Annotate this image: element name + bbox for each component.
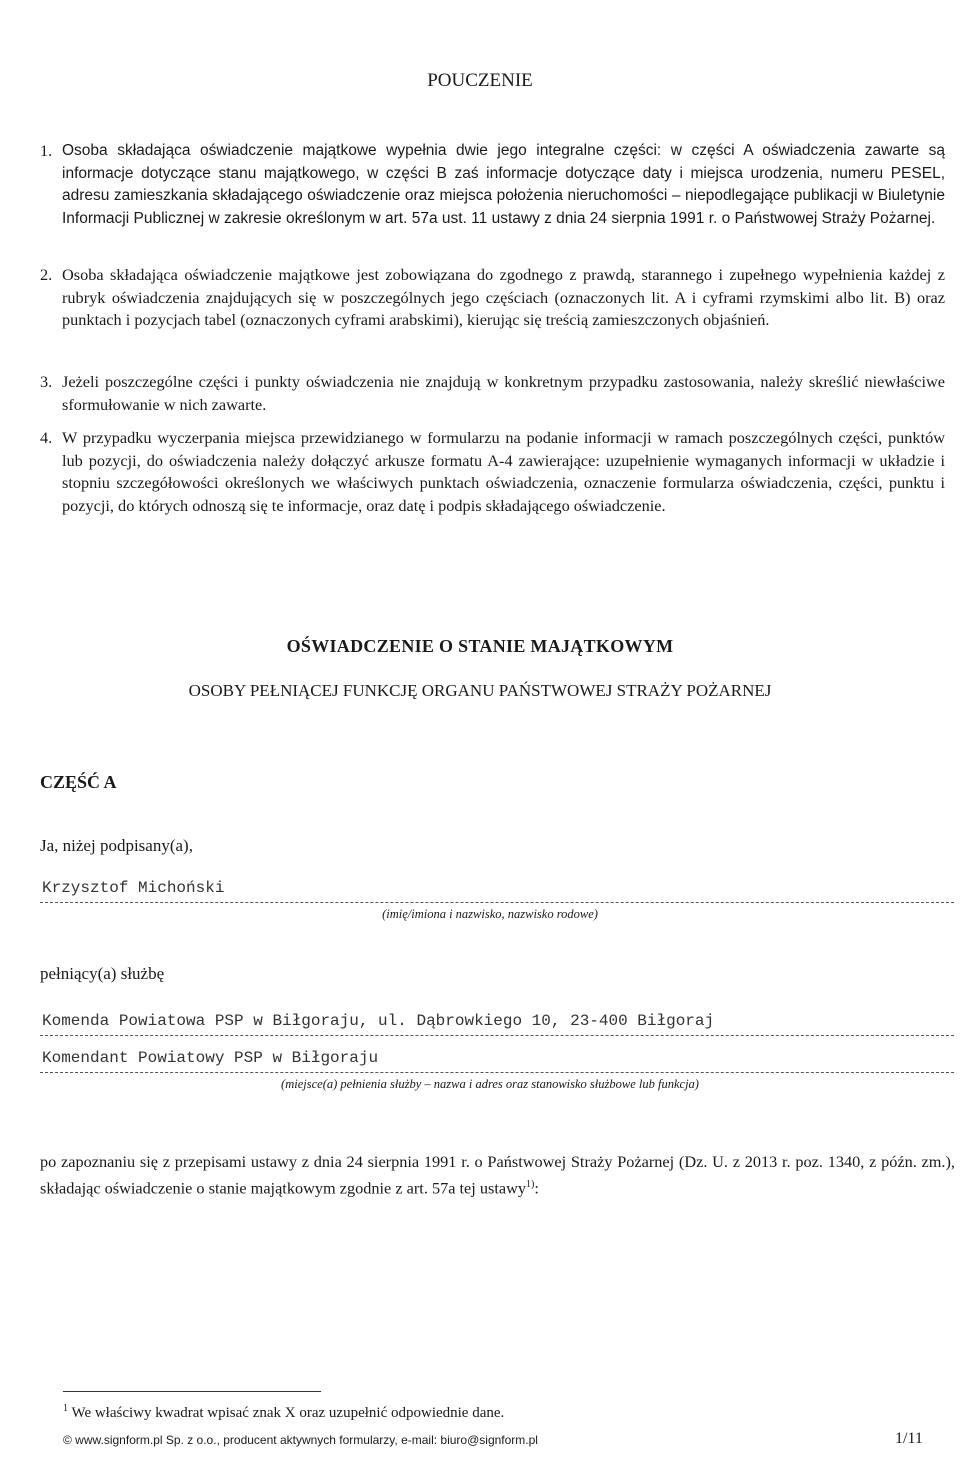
name-value: Krzysztof Michoński (42, 879, 225, 897)
publisher-footer: © www.signform.pl Sp. z o.o., producent aktywnych formularzy, e-mail: biuro@signform.pl (63, 1433, 538, 1447)
page-number: 1/11 (895, 1430, 923, 1447)
page-title: POUCZENIE (427, 70, 533, 91)
position-value: Komendant Powiatowy PSP w Biłgoraju (42, 1049, 379, 1067)
item-text: Jeżeli poszczególne części i punkty oświadczenia nie znajdują w konkretnym przypadku zastosowania, należy skreślić niewłaściwe sformułowanie w nich zawarte. (62, 372, 945, 414)
footnote (63, 1403, 504, 1422)
declaration-subtitle: OSOBY PEŁNIĄCEJ FUNKCJĘ ORGANU PAŃSTWOWEJ STRAŻY POŻARNEJ (188, 681, 772, 700)
footnote-reference: 1) (526, 1179, 535, 1190)
service-unit-value: Komenda Powiatowa PSP w Biłgoraju, ul. Dąbrowkiego 10, 23-400 Biłgoraj (42, 1012, 715, 1030)
instruction-item (40, 264, 945, 332)
instruction-item (40, 427, 945, 517)
footnote-divider (63, 1391, 321, 1392)
item-number: 3. (40, 372, 53, 391)
service-caption: (miejsce(a) pełnienia służby – nazwa i adres oraz stanowisko służbowe lub funkcja) (281, 1077, 699, 1091)
item-text: Osoba składająca oświadczenie majątkowe wypełnia dwie jego integralne części: w części A oświadczenia zawarte są informacje dotyczące stanu majątkowego, w części B zaś informacje dotyczące daty i miejsca urodzenia, numeru PESEL, adresu zamieszkania składającego oświadczenie oraz miejsca położenia nieruchomości – niepodlegające publikacji w Biuletynie Informacji Publicznej w zakresie określonym w art. 57a ust. 11 ustawy z dnia 24 sierpnia 1991 r. o Państwowej Straży Pożarnej. (62, 142, 945, 227)
service-label: pełniący(a) służbę (40, 964, 165, 983)
name-field[interactable] (40, 879, 954, 903)
service-unit-field[interactable] (40, 1012, 954, 1036)
item-text: Osoba składająca oświadczenie majątkowe jest zobowiązana do zgodnego z prawdą, starannego i zupełnego wypełnienia każdej z rubryk oświadczenia znajdujących się w poszczególnych jego częściach (oznaczonych lit. A i cyframi rzymskimi albo lit. B) oraz punktach i pozycjach tabel (oznaczonych cyframi arabskimi), kierując się treścią zamieszczonych objaśnień. (62, 265, 945, 330)
item-number: 4. (40, 428, 53, 447)
instruction-item (40, 140, 945, 230)
declaration-statement (40, 1150, 955, 1199)
statement-text: po zapoznaniu się z przepisami ustawy z dnia 24 sierpnia 1991 r. o Państwowej Straży Pożarnej (Dz. U. z 2013 r. poz. 1340, z późn. zm.), składając oświadczenie o stanie majątkowym zgodnie z art. 57a tej ustawy (40, 1152, 955, 1198)
name-caption: (imię/imiona i nazwisko, nazwisko rodowe) (382, 907, 598, 921)
item-number: 2. (40, 265, 53, 284)
statement-end: : (534, 1178, 539, 1198)
instruction-item (40, 371, 945, 416)
intro-text: Ja, niżej podpisany(a), (40, 836, 193, 855)
footnote-marker: 1 (63, 1403, 68, 1414)
item-text: W przypadku wyczerpania miejsca przewidzianego w formularzu na podanie informacji w ramach poszczególnych części, punktów lub pozycji, do oświadczenia należy dołączyć arkusze formatu A-4 zawierające: uzupełnienie wymaganych informacji w układzie i stopniu szczegółowości określonych we właściwych punktach oświadczenia, oznaczenie formularza oświadczenia, części, punktu i pozycji, do których odnoszą się te informacje, oraz datę i podpis składającego oświadczenie. (62, 428, 945, 515)
position-field[interactable] (40, 1049, 954, 1073)
footnote-text: We właściwy kwadrat wpisać znak X oraz uzupełnić odpowiednie dane. (71, 1405, 505, 1421)
part-a-heading: CZĘŚĆ A (40, 772, 117, 792)
item-number: 1. (40, 141, 53, 160)
declaration-title: OŚWIADCZENIE O STANIE MAJĄTKOWYM (286, 636, 674, 656)
